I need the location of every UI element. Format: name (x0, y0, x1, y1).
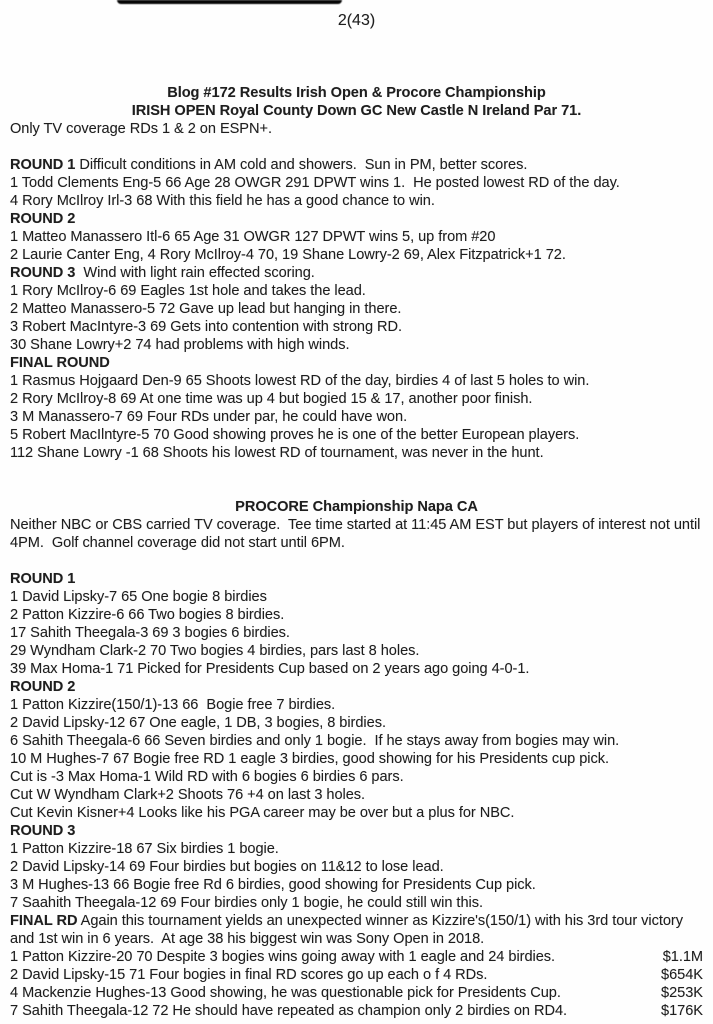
section-title: IRISH OPEN Royal County Down GC New Castle N Ireland Par 71. (131, 103, 582, 119)
payout-amount: $253K (661, 985, 703, 1001)
result-text: 4 Mackenzie Hughes-13 Good showing, he was questionable pick for Presidents Cup. (10, 985, 561, 1001)
round-note: Difficult conditions in AM cold and showers. Sun in PM, better scores. (75, 157, 528, 173)
text-line: 2 Laurie Canter Eng, 4 Rory McIlroy-4 70, 19 Shane Lowry-2 69, Alex Fitzpatrick+1 72. (10, 247, 566, 263)
round-heading-line (10, 156, 703, 174)
result-line (10, 1002, 703, 1020)
payout-amount: $654K (661, 967, 703, 983)
round-heading-line (10, 822, 703, 840)
text-line: 29 Wyndham Clark-2 70 Two bogies 4 birdies, pars last 8 holes. (10, 643, 420, 659)
payout-amount: $176K (661, 1003, 703, 1019)
text-line: 2 Matteo Manassero-5 72 Gave up lead but hanging in there. (10, 301, 402, 317)
text-line: 1 Todd Clements Eng-5 66 Age 28 OWGR 291 DPWT wins 1. He posted lowest RD of the day. (10, 175, 620, 191)
text-line: 3 M Hughes-13 66 Bogie free Rd 6 birdies, good showing for Presidents Cup pick. (10, 877, 536, 893)
text-line: 2 Patton Kizzire-6 66 Two bogies 8 birdies. (10, 607, 285, 623)
text-line: 7 Saahith Theegala-12 69 Four birdies only 1 bogie, he could still win this. (10, 895, 483, 911)
round-heading: ROUND 2 (10, 211, 76, 227)
text-line: 6 Sahith Theegala-6 66 Seven birdies and only 1 bogie. If he stays away from bogies may win. (10, 733, 620, 749)
document-body (0, 84, 713, 1020)
blank-line (10, 552, 703, 570)
round-heading-line (10, 354, 703, 372)
round-note: Again this tournament yields an unexpected winner as Kizzire's(150/1) with his 3rd tour victory and 1st win in 6 years. At age 38 his biggest win was Sony Open in 2018. (10, 913, 688, 947)
result-line (10, 984, 703, 1002)
scan-artifact-bar (117, 0, 342, 4)
text-line: 39 Max Homa-1 71 Picked for Presidents Cup based on 2 years ago going 4-0-1. (10, 661, 530, 677)
text-line: 2 David Lipsky-12 67 One eagle, 1 DB, 3 bogies, 8 birdies. (10, 715, 386, 731)
round-heading: ROUND 2 (10, 679, 76, 695)
round-heading-line (10, 678, 703, 696)
result-text: 2 David Lipsky-15 71 Four bogies in final RD scores go up each o f 4 RDs. (10, 967, 488, 983)
blank-line (10, 138, 703, 156)
result-text: 7 Sahith Theegala-12 72 He should have repeated as champion only 2 birdies on RD4. (10, 1003, 568, 1019)
text-line: 3 Robert MacIntyre-3 69 Gets into contention with strong RD. (10, 319, 403, 335)
text-line: 3 M Manassero-7 69 Four RDs under par, he could have won. (10, 409, 408, 425)
text-line: 1 Rory McIlroy-6 69 Eagles 1st hole and takes the lead. (10, 283, 366, 299)
round-note: Wind with light rain effected scoring. (75, 265, 315, 281)
text-line: 112 Shane Lowry -1 68 Shoots his lowest RD of tournament, was never in the hunt. (10, 445, 544, 461)
round-heading-line (10, 264, 703, 282)
round-heading: ROUND 3 (10, 823, 76, 839)
page-number: 2(43) (337, 12, 376, 29)
section-title: Blog #172 Results Irish Open & Procore Championship (167, 85, 546, 101)
text-line: 1 Rasmus Hojgaard Den-9 65 Shoots lowest RD of the day, birdies 4 of last 5 holes to win. (10, 373, 590, 389)
text-line: 1 David Lipsky-7 65 One bogie 8 birdies (10, 589, 267, 605)
text-line: 2 David Lipsky-14 69 Four birdies but bogies on 11&12 to lose lead. (10, 859, 444, 875)
text-line: 1 Patton Kizzire-18 67 Six birdies 1 bogie. (10, 841, 279, 857)
payout-amount: $1.1M (662, 949, 703, 965)
text-line: Cut Kevin Kisner+4 Looks like his PGA career may be over but a plus for NBC. (10, 805, 515, 821)
text-line: 30 Shane Lowry+2 74 had problems with high winds. (10, 337, 350, 353)
result-line (10, 948, 703, 966)
text-line: Cut W Wyndham Clark+2 Shoots 76 +4 on last 3 holes. (10, 787, 366, 803)
blank-line (10, 462, 703, 480)
round-heading: ROUND 3 (10, 265, 76, 281)
section-title: PROCORE Championship Napa CA (235, 499, 478, 515)
text-line: 2 Rory McIlroy-8 69 At one time was up 4 but bogied 15 & 17, another poor finish. (10, 391, 533, 407)
text-line: Cut is -3 Max Homa-1 Wild RD with 6 bogies 6 birdies 6 pars. (10, 769, 404, 785)
result-line (10, 966, 703, 984)
round-heading-line (10, 570, 703, 588)
round-heading: ROUND 1 (10, 157, 76, 173)
text-line: Only TV coverage RDs 1 & 2 on ESPN+. (10, 121, 272, 137)
text-line: Neither NBC or CBS carried TV coverage. Tee time started at 11:45 AM EST but players of interest not until 4PM. Golf channel coverage did not start until 6PM. (10, 517, 705, 551)
text-line: 10 M Hughes-7 67 Bogie free RD 1 eagle 3 birdies, good showing for his Presidents cup pick. (10, 751, 609, 767)
round-heading: FINAL RD (10, 913, 78, 929)
text-line: 17 Sahith Theegala-3 69 3 bogies 6 birdies. (10, 625, 290, 641)
round-heading: FINAL ROUND (10, 355, 110, 371)
text-line: 1 Matteo Manassero Itl-6 65 Age 31 OWGR 127 DPWT wins 5, up from #20 (10, 229, 496, 245)
text-line: 1 Patton Kizzire(150/1)-13 66 Bogie free 7 birdies. (10, 697, 336, 713)
blank-line (10, 480, 703, 498)
text-line: 5 Robert MacIlntyre-5 70 Good showing proves he is one of the better European players. (10, 427, 580, 443)
result-text: 1 Patton Kizzire-20 70 Despite 3 bogies wins going away with 1 eagle and 24 birdies. (10, 949, 556, 965)
round-heading: ROUND 1 (10, 571, 76, 587)
text-line: 4 Rory McIlroy Irl-3 68 With this field he has a good chance to win. (10, 193, 435, 209)
round-heading-line (10, 912, 703, 948)
round-heading-line (10, 210, 703, 228)
